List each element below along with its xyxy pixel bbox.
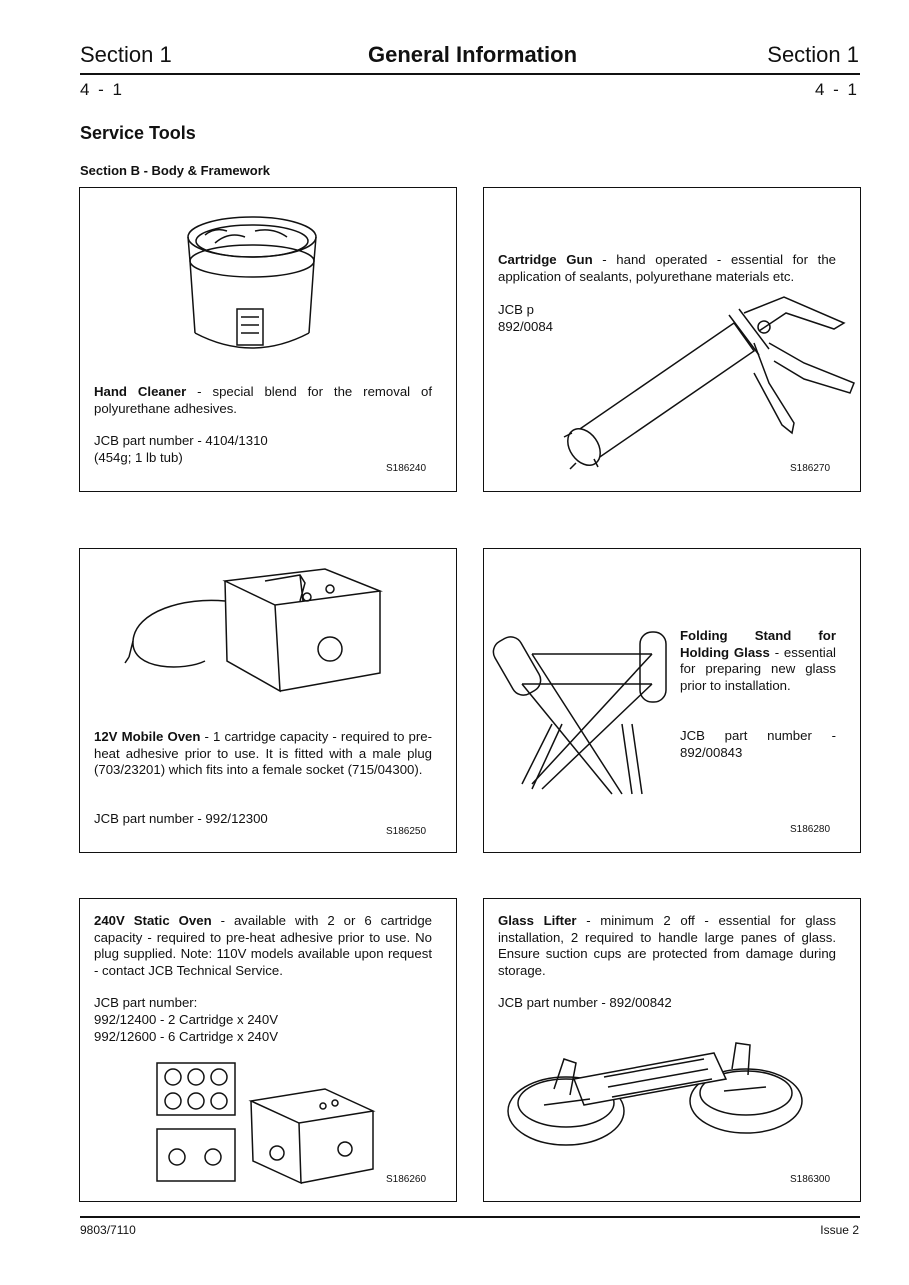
folding-stand-icon — [492, 614, 677, 799]
section-heading: Service Tools — [80, 123, 196, 143]
page-number-left: 4 - 1 — [80, 80, 125, 99]
tool-description — [498, 913, 836, 979]
tool-description-text: - minimum 2 off - essential for glass installation, 2 required to handle large panes of glass. Ensure suction cups are protected from damage during storage. — [498, 913, 836, 978]
tool-name: Glass Lifter — [498, 913, 577, 928]
package-size: (454g; 1 lb tub) — [94, 450, 183, 465]
header-divider — [80, 73, 860, 75]
figure-code: S186280 — [790, 824, 831, 835]
tool-card-glass-lifter — [483, 898, 861, 1202]
page-title: General Information — [367, 42, 578, 67]
part-option-6-cartridge: 992/12600 - 6 Cartridge x 240V — [94, 1029, 279, 1044]
tool-card-cartridge-gun — [483, 187, 861, 492]
part-number: JCB part number - 892/00843 — [680, 728, 836, 760]
page-number-right: 4 - 1 — [814, 80, 859, 99]
tool-card-folding-stand — [483, 548, 861, 853]
tool-card-static-oven — [79, 898, 457, 1202]
tool-description-text: - hand operated - essential for the application of sealants, polyurethane materials etc. — [498, 252, 836, 284]
section-label-left: Section 1 — [80, 42, 172, 67]
section-subheading: Section B - Body & Framework — [80, 163, 270, 178]
part-number: JCB part number - 4104/1310 — [94, 433, 268, 448]
footer-divider — [80, 1216, 860, 1218]
part-number: JCB part number - 892/00842 — [498, 995, 672, 1010]
figure-code: S186260 — [386, 1174, 427, 1185]
issue-number: Issue 2 — [820, 1223, 859, 1237]
figure-code: S186240 — [386, 463, 427, 474]
tool-description-text: - essential for preparing new glass prior to installation. — [680, 644, 836, 693]
part-number-line-2: 892/0084 — [498, 319, 554, 334]
tub-icon — [185, 213, 325, 363]
tool-card-mobile-oven — [79, 548, 457, 853]
section-label-right: Section 1 — [767, 42, 859, 67]
part-number-heading: JCB part number: — [94, 995, 198, 1010]
tool-description-text: - available with 2 or 6 cartridge capacity - required to pre-heat adhesive prior to use. No plug supplied. Note: 110V models available upon request - contact JCB Technical Service. — [94, 913, 432, 978]
tool-description — [498, 252, 836, 285]
static-oven-icon — [155, 1061, 385, 1191]
figure-code: S186300 — [790, 1174, 831, 1185]
tool-name: 240V Static Oven — [94, 913, 212, 928]
tool-description — [94, 729, 432, 779]
figure-code: S186270 — [790, 463, 831, 474]
tool-card-hand-cleaner — [79, 187, 457, 492]
tool-description — [94, 384, 432, 417]
mobile-oven-icon — [125, 561, 425, 721]
document-number: 9803/7110 — [80, 1223, 136, 1237]
tool-name: Folding Stand for Holding Glass — [680, 628, 836, 660]
figure-code: S186250 — [386, 826, 427, 837]
tool-name: 12V Mobile Oven — [94, 729, 201, 744]
tool-description-text: - 1 cartridge capacity - required to pre-heat adhesive prior to use. It is fitted with a male plug (703/23201) which fits into a female socket (715/04300). — [94, 729, 432, 777]
tool-description — [94, 913, 432, 979]
part-option-2-cartridge: 992/12400 - 2 Cartridge x 240V — [94, 1012, 279, 1027]
glass-lifter-icon — [504, 1039, 824, 1159]
tool-description — [680, 628, 836, 694]
cartridge-gun-icon — [554, 283, 854, 473]
part-number-line-1: JCB p — [498, 302, 534, 317]
part-number: JCB part number - 992/12300 — [94, 811, 268, 826]
tool-name: Cartridge Gun — [498, 252, 593, 267]
tool-description-text: - special blend for the removal of polyurethane adhesives. — [94, 384, 432, 416]
tool-name: Hand Cleaner — [94, 384, 187, 399]
